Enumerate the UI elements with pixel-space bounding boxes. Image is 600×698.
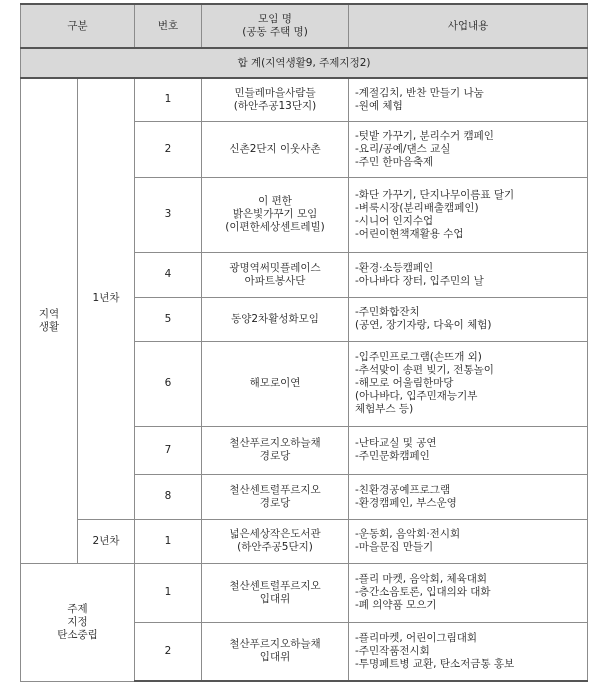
row-number: 1 xyxy=(135,519,202,563)
content-line: -주민화합잔치 xyxy=(355,306,420,318)
content-line: -주민문화캠페인 xyxy=(355,450,430,462)
content-line: -층간소음토론, 입대의와 대화 xyxy=(355,586,491,598)
business-content xyxy=(349,474,588,519)
row-number: 2 xyxy=(135,121,202,177)
content-line: -주민 한마음축제 xyxy=(355,155,434,168)
header-meeting-name-line1: 모임 명 xyxy=(258,13,292,25)
content-line: -시니어 인지수업 xyxy=(355,214,434,227)
meeting-name-line: (이편한세상센트레빌) xyxy=(225,221,325,233)
meeting-name-line: 철산센트럴푸르지오 xyxy=(229,483,321,496)
meeting-name-line: (하안주공5단지) xyxy=(237,541,313,553)
content-line: -플리마켓, 어린이그림대회 xyxy=(355,631,478,644)
header-meeting-name xyxy=(202,4,349,48)
business-content xyxy=(349,177,588,252)
content-line: -주민작품전시회 xyxy=(355,644,430,657)
meeting-name-line: 철산푸르지오하늘채 xyxy=(229,638,321,651)
group-year1: 1년차 xyxy=(78,78,135,519)
row-number: 3 xyxy=(135,177,202,252)
meeting-name xyxy=(202,341,349,426)
row-number: 1 xyxy=(135,78,202,121)
content-line: -운동회, 음악회·전시회 xyxy=(355,528,461,540)
business-content xyxy=(349,426,588,474)
meeting-name xyxy=(202,563,349,622)
content-line: -계절김치, 반찬 만들기 나눔 xyxy=(355,86,484,99)
meeting-name-line: 철산센트럴푸르지오 xyxy=(229,579,321,592)
group-regional-line2: 생활 xyxy=(38,320,60,333)
business-content xyxy=(349,519,588,563)
meeting-name xyxy=(202,297,349,341)
content-line: -벼룩시장(분리배출캠페인) xyxy=(355,201,479,214)
content-line: -플리 마켓, 음악회, 체육대회 xyxy=(355,573,488,585)
meeting-name xyxy=(202,177,349,252)
content-line: -텃밭 가꾸기, 분리수거 캠페인 xyxy=(355,129,494,142)
meeting-name-line: (하안주공13단지) xyxy=(233,99,317,112)
business-content xyxy=(349,341,588,426)
table-row xyxy=(21,563,588,622)
meeting-name-line: 밝은빛가꾸기 모임 xyxy=(232,208,318,220)
meeting-name-line: 경로당 xyxy=(259,496,291,509)
business-content xyxy=(349,121,588,177)
meeting-name xyxy=(202,252,349,297)
content-line: -화단 가꾸기, 단지나무이름표 달기 xyxy=(355,188,515,201)
header-number: 번호 xyxy=(135,4,202,48)
content-line: -친환경공예프로그램 xyxy=(355,483,451,496)
business-content xyxy=(349,297,588,341)
content-line: -해모로 어울림한마당 xyxy=(355,377,454,389)
row-number: 7 xyxy=(135,426,202,474)
program-table xyxy=(20,3,588,682)
content-line: (아나바다, 입주민재능기부 xyxy=(355,390,478,402)
meeting-name xyxy=(202,622,349,681)
meeting-name-line: 동양2차활성화모임 xyxy=(231,312,319,325)
content-line: -요리/공예/댄스 교실 xyxy=(355,142,451,155)
meeting-name-line: 경로당 xyxy=(259,450,291,462)
meeting-name xyxy=(202,519,349,563)
group-theme xyxy=(21,563,135,681)
table-row xyxy=(21,78,588,121)
meeting-name-line: 철산푸르지오하늘채 xyxy=(229,437,321,449)
header-category: 구분 xyxy=(21,4,135,48)
row-number: 6 xyxy=(135,341,202,426)
content-line: -환경캠페인, 부스운영 xyxy=(355,496,457,509)
content-line: -입주민프로그램(손뜨개 외) xyxy=(355,351,482,363)
content-line: (공연, 장기자랑, 다육이 체험) xyxy=(355,319,492,331)
business-content xyxy=(349,563,588,622)
content-line: -마을문집 만들기 xyxy=(355,541,434,553)
row-number: 8 xyxy=(135,474,202,519)
header-meeting-name-line2: (공동 주택 명) xyxy=(242,26,308,38)
meeting-name-line: 이 편한 xyxy=(258,195,292,207)
group-theme-line3: 탄소중립 xyxy=(57,628,98,641)
meeting-name-line: 넓은세상작은도서관 xyxy=(229,528,321,540)
total-row: 합 계(지역생활9, 주제지정2) xyxy=(21,48,588,78)
business-content xyxy=(349,622,588,681)
business-content xyxy=(349,252,588,297)
content-line: -아나바다 장터, 입주민의 날 xyxy=(355,274,484,287)
group-regional-line1: 지역 xyxy=(38,307,60,320)
group-theme-line1: 주제 xyxy=(67,602,88,615)
content-line: -폐 의약품 모으기 xyxy=(355,599,437,611)
content-line: 체험부스 등) xyxy=(355,403,414,415)
group-theme-line2: 지정 xyxy=(67,615,88,628)
row-number: 4 xyxy=(135,252,202,297)
content-line: -환경·소등캠페인 xyxy=(355,261,434,274)
meeting-name-line: 해모로이연 xyxy=(249,377,301,389)
meeting-name-line: 입대위 xyxy=(259,651,291,664)
meeting-name-line: 입대위 xyxy=(259,592,291,605)
meeting-name-line: 민들레마을사람들 xyxy=(234,86,316,99)
content-line: -추석맞이 송편 빚기, 전통놀이 xyxy=(355,364,494,376)
meeting-name-line: 아파트봉사단 xyxy=(244,274,306,287)
content-line: -난타교실 및 공연 xyxy=(355,437,437,449)
meeting-name xyxy=(202,474,349,519)
content-line: -원예 체험 xyxy=(355,99,403,112)
group-regional xyxy=(21,78,78,563)
row-number: 5 xyxy=(135,297,202,341)
table-row xyxy=(21,519,588,563)
content-line: -어린이현책재활용 수업 xyxy=(355,227,464,240)
meeting-name-line: 광명역써밋플레이스 xyxy=(229,261,321,274)
group-year2: 2년차 xyxy=(78,519,135,563)
content-line: -투명페트병 교환, 탄소저금통 홍보 xyxy=(355,657,515,670)
business-content xyxy=(349,78,588,121)
meeting-name xyxy=(202,121,349,177)
row-number: 1 xyxy=(135,563,202,622)
header-business: 사업내용 xyxy=(349,4,588,48)
row-number: 2 xyxy=(135,622,202,681)
meeting-name xyxy=(202,426,349,474)
meeting-name-line: 신촌2단지 이웃사촌 xyxy=(229,142,321,155)
meeting-name xyxy=(202,78,349,121)
